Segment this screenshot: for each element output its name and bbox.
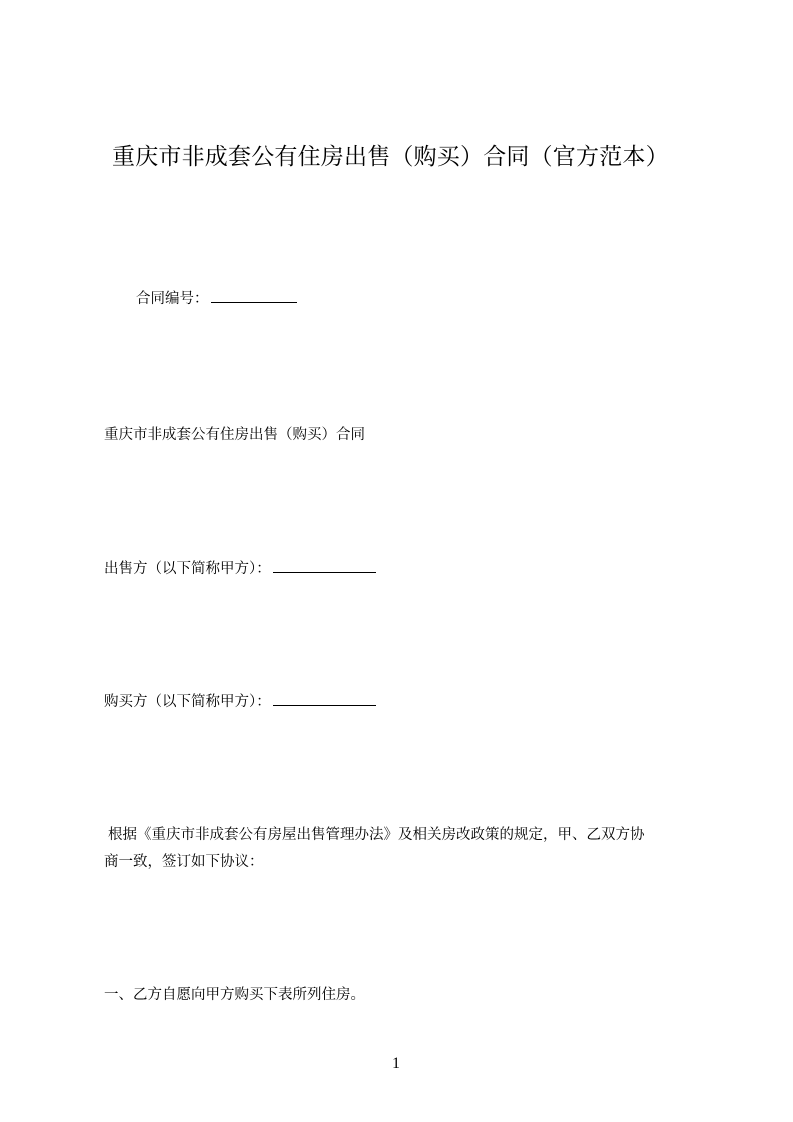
seller-line xyxy=(104,558,376,580)
contract-number-line xyxy=(136,288,297,310)
clause-1: 一、乙方自愿向甲方购买下表所列住房。 xyxy=(104,987,365,1003)
buyer-blank[interactable] xyxy=(273,691,376,706)
contract-number-label: 合同编号： xyxy=(136,291,209,307)
document-title: 重庆市非成套公有住房出售（购买）合同（官方范本） xyxy=(112,144,669,170)
seller-label: 出售方（以下简称甲方）： xyxy=(104,561,271,577)
buyer-label: 购买方（以下简称甲方）： xyxy=(104,694,271,710)
preamble-paragraph xyxy=(104,822,704,876)
page-number: 1 xyxy=(392,1055,400,1072)
preamble-line-2: 商一致，签订如下协议： xyxy=(104,854,264,870)
buyer-line xyxy=(104,691,376,713)
preamble-line-1: 根据《重庆市非成套公有房屋出售管理办法》及相关房改政策的规定，甲、乙双方协 xyxy=(108,827,645,843)
contract-number-blank[interactable] xyxy=(211,288,297,303)
contract-subtitle: 重庆市非成套公有住房出售（购买）合同 xyxy=(104,427,365,443)
seller-blank[interactable] xyxy=(273,558,376,573)
